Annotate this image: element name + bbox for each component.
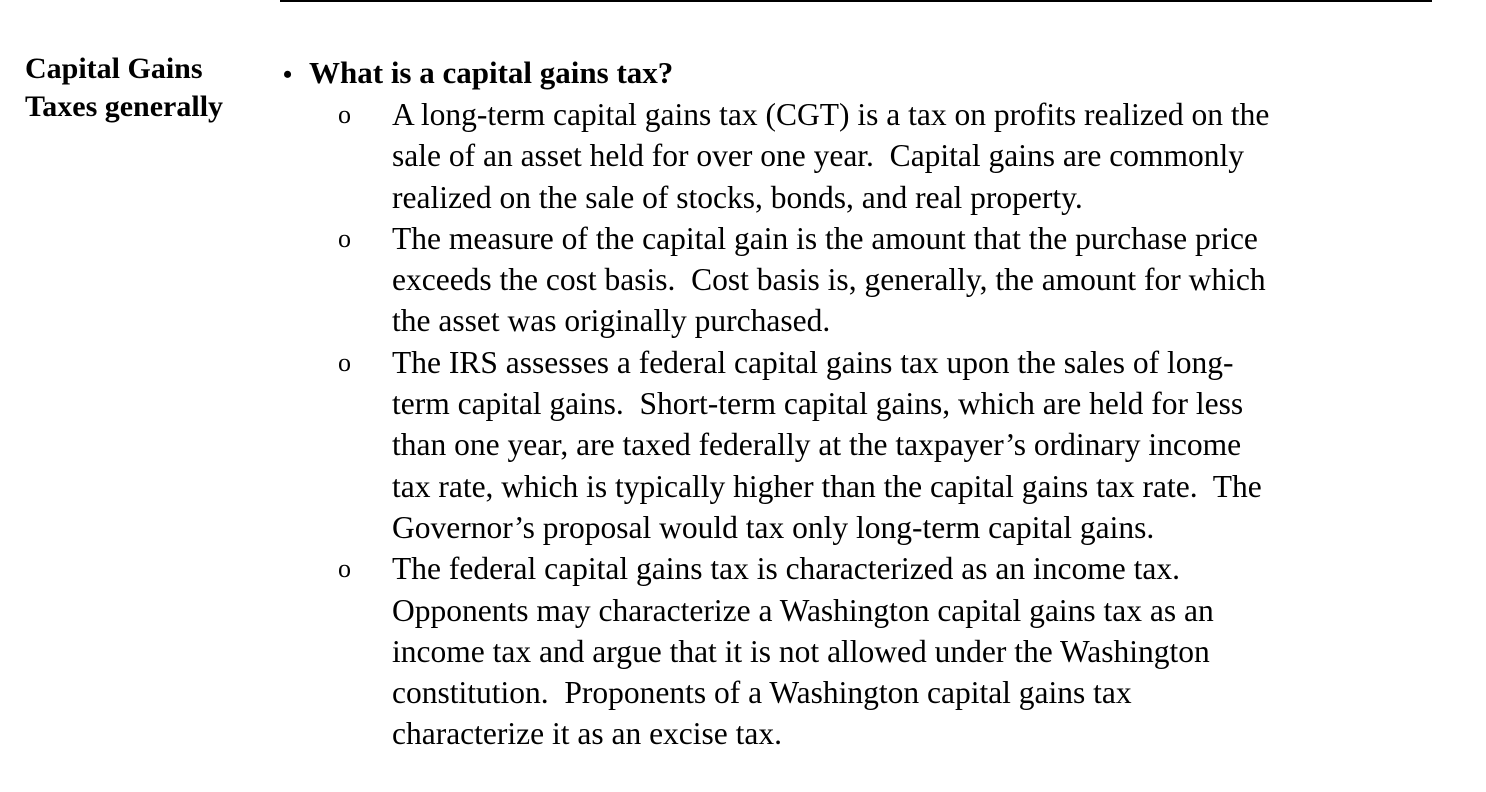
sub-bullet-marker: o bbox=[338, 100, 351, 129]
main-bullet-text: What is a capital gains tax? bbox=[309, 55, 674, 90]
sub-bullet-marker: o bbox=[338, 347, 351, 377]
sub-bullet-marker: o bbox=[338, 223, 351, 253]
paragraph-line: Opponents may characterize a Washington capital gains tax as an bbox=[392, 592, 1214, 628]
paragraph-line: term capital gains. Short-term capital gains, which are held for less bbox=[392, 386, 1244, 422]
paragraph-line: The federal capital gains tax is characterized as an income tax. bbox=[392, 551, 1180, 587]
list-item bbox=[336, 342, 1406, 548]
list-item bbox=[336, 548, 1406, 754]
sub-bullet-list bbox=[336, 94, 1406, 755]
paragraph-line: The IRS assesses a federal capital gains tax upon the sales of long- bbox=[392, 344, 1234, 380]
side-heading bbox=[25, 50, 265, 126]
side-heading-line: Capital Gains bbox=[25, 52, 203, 85]
paragraph-line: realized on the sale of stocks, bonds, and real property. bbox=[392, 179, 1083, 215]
list-item bbox=[336, 218, 1406, 342]
top-rule bbox=[280, 0, 1432, 2]
paragraph-line: constitution. Proponents of a Washington capital gains tax bbox=[392, 675, 1132, 711]
paragraph-line: the asset was originally purchased. bbox=[392, 303, 831, 339]
main-bullet bbox=[283, 53, 673, 95]
paragraph-line: than one year, are taxed federally at the taxpayer’s ordinary income bbox=[392, 427, 1242, 463]
list-item bbox=[336, 94, 1406, 218]
paragraph-line: characterize it as an excise tax. bbox=[392, 716, 783, 752]
paragraph-line: tax rate, which is typically higher than the capital gains tax rate. The bbox=[392, 468, 1262, 504]
paragraph-line: income tax and argue that it is not allowed under the Washington bbox=[392, 633, 1210, 669]
paragraph-line: Governor’s proposal would tax only long-term capital gains. bbox=[392, 509, 1155, 545]
bullet-marker: • bbox=[283, 60, 293, 89]
paragraph-line: exceeds the cost basis. Cost basis is, generally, the amount for which bbox=[392, 262, 1266, 298]
side-heading-line: Taxes generally bbox=[25, 90, 224, 123]
paragraph-line: sale of an asset held for over one year. Capital gains are commonly bbox=[392, 138, 1244, 174]
paragraph-line: The measure of the capital gain is the amount that the purchase price bbox=[392, 220, 1258, 256]
sub-bullet-marker: o bbox=[338, 554, 351, 584]
paragraph-line: A long-term capital gains tax (CGT) is a tax on profits realized on the bbox=[392, 97, 1270, 132]
